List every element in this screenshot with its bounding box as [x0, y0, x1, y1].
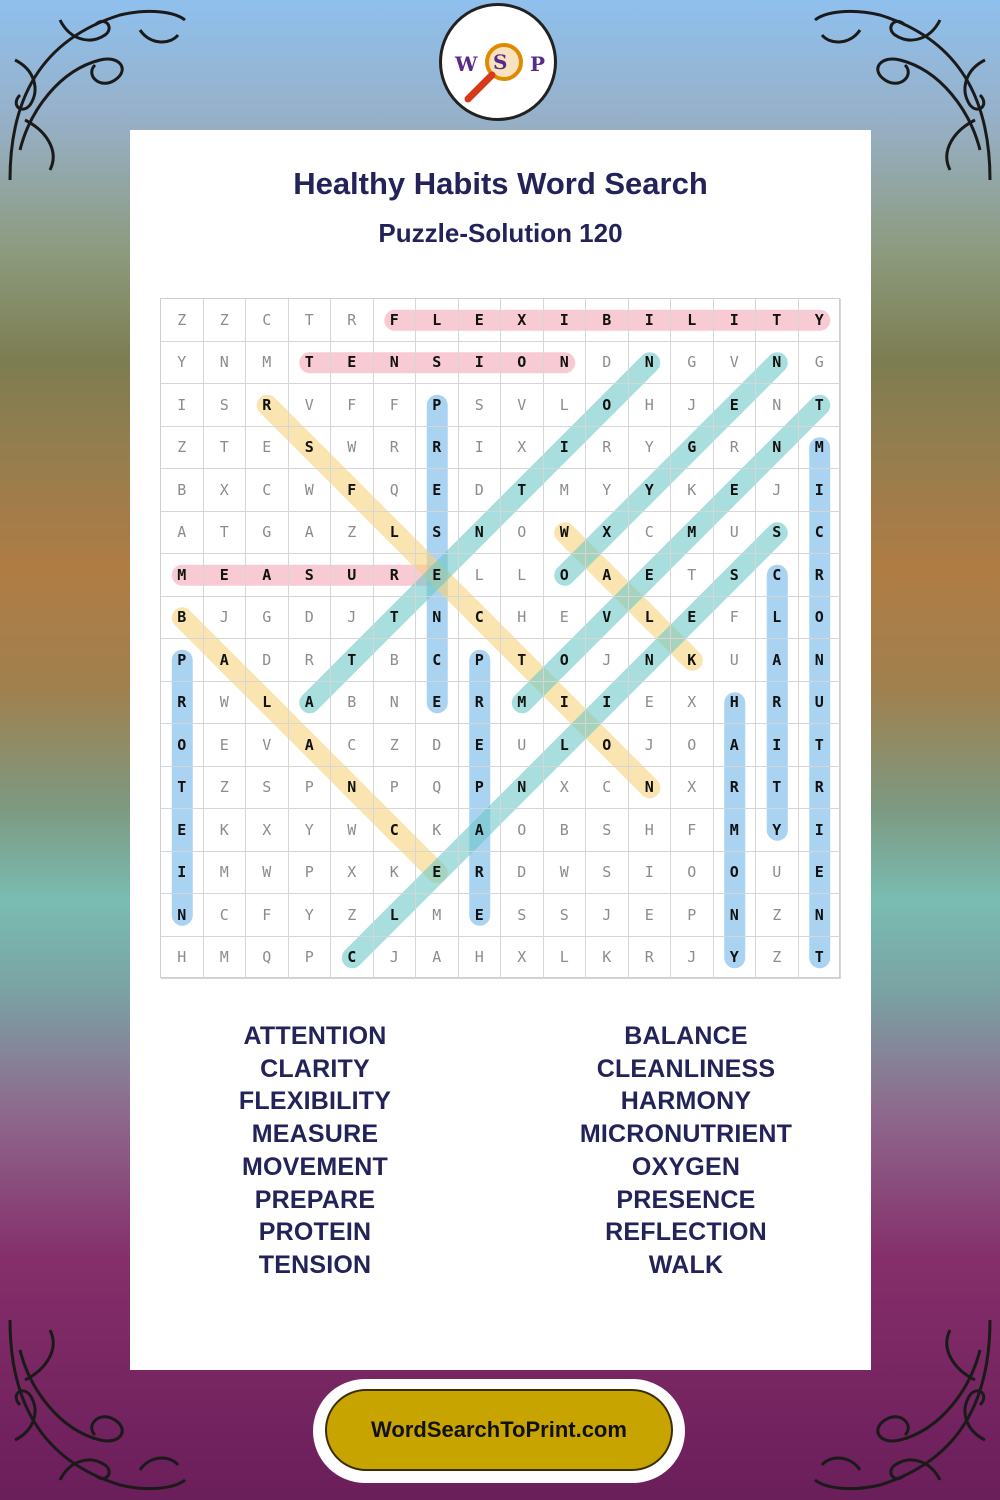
grid-cell[interactable]: C — [374, 809, 417, 852]
grid-cell[interactable]: P — [374, 767, 417, 810]
grid-cell[interactable]: L — [374, 894, 417, 937]
grid-cell[interactable]: V — [714, 342, 757, 385]
grid-cell[interactable]: O — [586, 724, 629, 767]
grid-cell[interactable]: S — [586, 809, 629, 852]
grid-cell[interactable]: N — [374, 682, 417, 725]
grid-cell[interactable]: J — [756, 469, 799, 512]
grid-cell[interactable]: E — [416, 852, 459, 895]
grid-cell[interactable]: V — [501, 384, 544, 427]
grid-cell[interactable]: G — [246, 597, 289, 640]
grid-cell[interactable]: K — [671, 469, 714, 512]
grid-cell[interactable]: A — [714, 724, 757, 767]
grid-cell[interactable]: T — [501, 639, 544, 682]
grid-cell[interactable]: K — [586, 937, 629, 980]
grid-cell[interactable]: G — [799, 342, 842, 385]
grid-cell[interactable]: Z — [374, 724, 417, 767]
grid-cell[interactable]: G — [671, 342, 714, 385]
grid-cell[interactable]: R — [374, 427, 417, 470]
grid-cell[interactable]: L — [416, 299, 459, 342]
grid-cell[interactable]: Z — [204, 767, 247, 810]
grid-cell[interactable]: B — [586, 299, 629, 342]
logo-letter-p: P — [530, 52, 546, 76]
grid-cell[interactable]: I — [161, 384, 204, 427]
grid-cell[interactable]: S — [416, 512, 459, 555]
grid-cell[interactable]: E — [671, 597, 714, 640]
grid-cell[interactable]: I — [544, 427, 587, 470]
grid-cell[interactable]: A — [289, 682, 332, 725]
grid-cell[interactable]: L — [756, 597, 799, 640]
grid-cell[interactable]: C — [331, 937, 374, 980]
grid-cell[interactable]: M — [204, 937, 247, 980]
grid-cell[interactable]: F — [246, 894, 289, 937]
grid-cell[interactable]: N — [756, 427, 799, 470]
word-list-left — [130, 1020, 500, 1282]
grid-cell[interactable]: B — [374, 639, 417, 682]
grid-cell[interactable]: N — [756, 384, 799, 427]
grid-cell[interactable]: P — [289, 767, 332, 810]
grid-cell[interactable]: I — [544, 299, 587, 342]
grid-cell[interactable]: A — [246, 554, 289, 597]
grid-cell[interactable]: A — [289, 512, 332, 555]
grid-cell[interactable]: U — [799, 682, 842, 725]
grid-cell[interactable]: X — [501, 299, 544, 342]
grid-cell[interactable]: U — [714, 639, 757, 682]
grid-cell[interactable]: S — [289, 427, 332, 470]
grid-cell[interactable]: U — [501, 724, 544, 767]
grid-cell[interactable]: X — [544, 767, 587, 810]
grid-cell[interactable]: F — [374, 299, 417, 342]
grid-cell[interactable]: I — [161, 852, 204, 895]
grid-cell[interactable]: T — [756, 299, 799, 342]
grid-cell[interactable]: S — [289, 554, 332, 597]
grid-cell[interactable]: N — [756, 342, 799, 385]
grid-cell[interactable]: B — [161, 597, 204, 640]
grid-cell[interactable]: I — [629, 852, 672, 895]
grid-cell[interactable]: Z — [204, 299, 247, 342]
grid-cell[interactable]: E — [629, 554, 672, 597]
grid-cell[interactable]: C — [246, 299, 289, 342]
word-item: PREPARE — [254, 1185, 376, 1214]
grid-cell[interactable]: I — [799, 469, 842, 512]
grid-cell[interactable]: E — [714, 469, 757, 512]
grid-cell[interactable]: I — [714, 299, 757, 342]
grid-cell[interactable]: H — [629, 809, 672, 852]
grid-cell[interactable]: D — [586, 342, 629, 385]
grid-cell[interactable]: Y — [714, 937, 757, 980]
grid-cell[interactable]: J — [629, 724, 672, 767]
word-item: PRESENCE — [616, 1185, 756, 1214]
grid-cell[interactable]: C — [459, 597, 502, 640]
grid-cell[interactable]: M — [714, 809, 757, 852]
grid-cell[interactable]: O — [671, 852, 714, 895]
grid-cell[interactable]: Y — [161, 342, 204, 385]
grid-cell[interactable]: M — [204, 852, 247, 895]
grid-cell[interactable]: Y — [289, 894, 332, 937]
grid-cell[interactable]: X — [331, 852, 374, 895]
grid-cell[interactable]: D — [501, 852, 544, 895]
grid-cell[interactable]: A — [756, 639, 799, 682]
grid-cell[interactable]: T — [799, 724, 842, 767]
grid-cell[interactable]: Z — [756, 937, 799, 980]
word-item: HARMONY — [620, 1087, 752, 1116]
grid-cell[interactable]: V — [586, 597, 629, 640]
grid-cell[interactable]: E — [629, 894, 672, 937]
grid-cell[interactable]: T — [331, 639, 374, 682]
grid-cell[interactable]: T — [204, 427, 247, 470]
grid-cell[interactable]: M — [501, 682, 544, 725]
grid-cell[interactable]: X — [671, 682, 714, 725]
grid-cell[interactable]: J — [586, 894, 629, 937]
grid-cell[interactable]: R — [799, 554, 842, 597]
grid-cell[interactable]: K — [416, 809, 459, 852]
logo-letter-s: S — [493, 50, 508, 74]
puzzle-card — [130, 130, 871, 1370]
grid-cell[interactable]: J — [671, 384, 714, 427]
grid-cell[interactable]: A — [289, 724, 332, 767]
grid-cell[interactable]: R — [374, 554, 417, 597]
grid-cell[interactable]: T — [671, 554, 714, 597]
grid-cell[interactable]: O — [501, 512, 544, 555]
grid-cell[interactable]: X — [246, 809, 289, 852]
grid-cell[interactable]: O — [161, 724, 204, 767]
grid-cell[interactable]: M — [544, 469, 587, 512]
wsp-logo[interactable] — [439, 3, 557, 121]
grid-cell[interactable]: R — [416, 427, 459, 470]
grid-cell[interactable]: W — [544, 512, 587, 555]
puzzle-subtitle: Puzzle-Solution 120 — [378, 218, 623, 248]
grid-cell[interactable]: T — [289, 342, 332, 385]
grid-cell[interactable]: W — [289, 469, 332, 512]
word-item: CLARITY — [260, 1054, 370, 1083]
grid-cell[interactable]: M — [671, 512, 714, 555]
grid-cell[interactable]: P — [671, 894, 714, 937]
site-link-button[interactable] — [313, 1379, 685, 1483]
letter-cells — [161, 299, 841, 979]
grid-cell[interactable]: Z — [161, 299, 204, 342]
page-title: Healthy Habits Word Search — [293, 166, 708, 201]
grid-cell[interactable]: N — [331, 767, 374, 810]
grid-cell[interactable]: E — [161, 809, 204, 852]
grid-cell[interactable]: D — [246, 639, 289, 682]
site-link-label[interactable]: WordSearchToPrint.com — [325, 1389, 673, 1471]
grid-cell[interactable]: N — [204, 342, 247, 385]
grid-cell[interactable]: J — [374, 937, 417, 980]
grid-cell[interactable]: O — [586, 384, 629, 427]
grid-cell[interactable]: S — [501, 894, 544, 937]
grid-cell[interactable]: D — [289, 597, 332, 640]
grid-cell[interactable]: N — [544, 342, 587, 385]
grid-cell[interactable]: Y — [586, 469, 629, 512]
grid-cell[interactable]: C — [586, 767, 629, 810]
word-item: OXYGEN — [631, 1152, 741, 1181]
grid-cell[interactable]: R — [161, 682, 204, 725]
grid-cell[interactable]: K — [204, 809, 247, 852]
grid-cell[interactable]: E — [799, 852, 842, 895]
grid-cell[interactable]: E — [416, 554, 459, 597]
grid-cell[interactable]: I — [544, 682, 587, 725]
grid-cell[interactable]: E — [331, 342, 374, 385]
grid-cell[interactable]: N — [714, 894, 757, 937]
grid-cell[interactable]: E — [459, 894, 502, 937]
grid-cell[interactable]: O — [714, 852, 757, 895]
grid-cell[interactable]: G — [671, 427, 714, 470]
grid-cell[interactable]: O — [501, 809, 544, 852]
grid-cell[interactable]: L — [501, 554, 544, 597]
grid-cell[interactable]: O — [501, 342, 544, 385]
grid-cell[interactable]: Z — [756, 894, 799, 937]
grid-cell[interactable]: N — [629, 639, 672, 682]
grid-cell[interactable]: A — [204, 639, 247, 682]
grid-cell[interactable]: P — [459, 639, 502, 682]
grid-cell[interactable]: T — [204, 512, 247, 555]
grid-cell[interactable]: W — [331, 809, 374, 852]
grid-cell[interactable]: O — [544, 639, 587, 682]
grid-cell[interactable]: N — [629, 767, 672, 810]
grid-cell[interactable]: E — [544, 597, 587, 640]
grid-cell[interactable]: G — [246, 512, 289, 555]
grid-cell[interactable]: W — [204, 682, 247, 725]
grid-cell[interactable]: R — [459, 682, 502, 725]
grid-cell[interactable]: X — [586, 512, 629, 555]
grid-cell[interactable]: D — [416, 724, 459, 767]
grid-cell[interactable]: D — [459, 469, 502, 512]
grid-cell[interactable]: K — [374, 852, 417, 895]
grid-cell[interactable]: P — [161, 639, 204, 682]
grid-cell[interactable]: F — [331, 469, 374, 512]
grid-cell[interactable]: E — [246, 427, 289, 470]
grid-cell[interactable]: S — [544, 894, 587, 937]
grid-cell[interactable]: T — [161, 767, 204, 810]
grid-cell[interactable]: O — [799, 597, 842, 640]
grid-cell[interactable]: L — [544, 724, 587, 767]
grid-cell[interactable]: Z — [331, 894, 374, 937]
grid-cell[interactable]: Y — [629, 427, 672, 470]
grid-cell[interactable]: H — [459, 937, 502, 980]
logo-letter-w: W — [455, 52, 478, 76]
grid-cell[interactable]: T — [799, 384, 842, 427]
grid-cell[interactable]: K — [671, 639, 714, 682]
grid-cell[interactable]: L — [246, 682, 289, 725]
grid-cell[interactable]: X — [501, 937, 544, 980]
grid-cell[interactable]: S — [714, 554, 757, 597]
grid-cell[interactable]: S — [586, 852, 629, 895]
grid-cell[interactable]: S — [756, 512, 799, 555]
grid-cell[interactable]: R — [459, 852, 502, 895]
grid-cell[interactable]: J — [204, 597, 247, 640]
word-item: CLEANLINESS — [596, 1054, 776, 1083]
grid-cell[interactable]: W — [246, 852, 289, 895]
word-list-right — [501, 1020, 871, 1282]
grid-cell[interactable]: C — [204, 894, 247, 937]
grid-cell[interactable]: L — [459, 554, 502, 597]
grid-cell[interactable]: M — [246, 342, 289, 385]
grid-cell[interactable]: R — [756, 682, 799, 725]
grid-cell[interactable]: S — [459, 384, 502, 427]
grid-cell[interactable]: Y — [756, 809, 799, 852]
grid-cell[interactable]: T — [799, 937, 842, 980]
grid-cell[interactable]: I — [459, 342, 502, 385]
word-search-grid — [160, 298, 840, 978]
word-item: MOVEMENT — [241, 1152, 389, 1181]
grid-cell[interactable]: Z — [331, 512, 374, 555]
grid-cell[interactable]: N — [374, 342, 417, 385]
grid-cell[interactable]: E — [629, 682, 672, 725]
grid-cell[interactable]: B — [161, 469, 204, 512]
grid-cell[interactable]: J — [671, 937, 714, 980]
grid-cell[interactable]: C — [331, 724, 374, 767]
grid-cell[interactable]: A — [459, 809, 502, 852]
grid-cell[interactable]: N — [161, 894, 204, 937]
grid-cell[interactable]: C — [416, 639, 459, 682]
grid-cell[interactable]: Z — [161, 427, 204, 470]
grid-cell[interactable]: Y — [799, 299, 842, 342]
grid-cell[interactable]: E — [459, 724, 502, 767]
grid-cell[interactable]: R — [714, 427, 757, 470]
grid-cell[interactable]: R — [331, 299, 374, 342]
word-item: WALK — [648, 1250, 724, 1279]
grid-cell[interactable]: R — [586, 427, 629, 470]
grid-cell[interactable]: X — [204, 469, 247, 512]
grid-cell[interactable]: C — [799, 512, 842, 555]
grid-cell[interactable]: M — [799, 427, 842, 470]
grid-cell[interactable]: W — [544, 852, 587, 895]
grid-cell[interactable]: E — [416, 469, 459, 512]
grid-cell[interactable]: B — [544, 809, 587, 852]
word-item: REFLECTION — [605, 1218, 767, 1247]
grid-cell[interactable]: I — [459, 427, 502, 470]
grid-cell[interactable]: C — [246, 469, 289, 512]
grid-cell[interactable]: M — [416, 894, 459, 937]
grid-cell[interactable]: I — [799, 809, 842, 852]
grid-cell[interactable]: F — [331, 384, 374, 427]
grid-cell[interactable]: A — [416, 937, 459, 980]
grid-cell[interactable]: N — [459, 512, 502, 555]
grid-cell[interactable]: E — [459, 299, 502, 342]
word-item: PROTEIN — [258, 1218, 372, 1247]
word-item: BALANCE — [624, 1022, 748, 1050]
grid-cell[interactable]: E — [204, 724, 247, 767]
grid-cell[interactable]: P — [289, 937, 332, 980]
grid-cell[interactable]: R — [714, 767, 757, 810]
grid-cell[interactable]: X — [501, 427, 544, 470]
grid-cell[interactable]: P — [459, 767, 502, 810]
grid-cell[interactable]: J — [586, 639, 629, 682]
grid-cell[interactable]: H — [501, 597, 544, 640]
grid-cell[interactable]: X — [671, 767, 714, 810]
grid-cell[interactable]: R — [799, 767, 842, 810]
grid-cell[interactable]: B — [331, 682, 374, 725]
grid-cell[interactable]: H — [161, 937, 204, 980]
grid-cell[interactable]: P — [416, 384, 459, 427]
grid-cell[interactable]: T — [501, 469, 544, 512]
grid-cell[interactable]: V — [289, 384, 332, 427]
grid-cell[interactable]: T — [756, 767, 799, 810]
grid-cell[interactable]: O — [671, 724, 714, 767]
grid-cell[interactable]: P — [289, 852, 332, 895]
grid-cell[interactable]: N — [501, 767, 544, 810]
grid-cell[interactable]: U — [714, 512, 757, 555]
grid-cell[interactable]: H — [714, 682, 757, 725]
grid-cell[interactable]: E — [204, 554, 247, 597]
grid-cell[interactable]: Y — [629, 469, 672, 512]
grid-cell[interactable]: U — [331, 554, 374, 597]
grid-cell[interactable]: Y — [289, 809, 332, 852]
grid-cell[interactable]: A — [586, 554, 629, 597]
grid-cell[interactable]: N — [799, 639, 842, 682]
word-item: ATTENTION — [243, 1022, 387, 1050]
grid-cell[interactable]: Q — [246, 937, 289, 980]
grid-cell[interactable]: Q — [374, 469, 417, 512]
grid-cell[interactable]: C — [629, 512, 672, 555]
grid-cell[interactable]: L — [374, 512, 417, 555]
word-item: FLEXIBILITY — [238, 1087, 392, 1116]
grid-cell[interactable]: S — [204, 384, 247, 427]
grid-cell[interactable]: H — [629, 384, 672, 427]
grid-cell[interactable]: O — [544, 554, 587, 597]
grid-cell[interactable]: R — [246, 384, 289, 427]
grid-cell[interactable]: J — [331, 597, 374, 640]
grid-cell[interactable]: N — [799, 894, 842, 937]
grid-cell[interactable]: I — [629, 299, 672, 342]
grid-cell[interactable]: E — [714, 384, 757, 427]
grid-cell[interactable]: A — [161, 512, 204, 555]
grid-cell[interactable]: L — [544, 384, 587, 427]
grid-cell[interactable]: I — [756, 724, 799, 767]
grid-cell[interactable]: T — [289, 299, 332, 342]
grid-cell[interactable]: L — [629, 597, 672, 640]
grid-cell[interactable]: F — [714, 597, 757, 640]
grid-cell[interactable]: W — [331, 427, 374, 470]
grid-cell[interactable]: N — [629, 342, 672, 385]
word-item: TENSION — [258, 1250, 372, 1279]
word-item: MEASURE — [251, 1120, 379, 1149]
grid-cell[interactable]: Q — [416, 767, 459, 810]
grid-cell[interactable]: U — [756, 852, 799, 895]
grid-cell[interactable]: T — [374, 597, 417, 640]
grid-cell[interactable]: F — [374, 384, 417, 427]
grid-cell[interactable]: I — [586, 682, 629, 725]
grid-cell[interactable]: R — [629, 937, 672, 980]
grid-cell[interactable]: M — [161, 554, 204, 597]
grid-cell[interactable]: V — [246, 724, 289, 767]
grid-cell[interactable]: L — [544, 937, 587, 980]
grid-cell[interactable]: E — [416, 682, 459, 725]
grid-cell[interactable]: S — [416, 342, 459, 385]
grid-cell[interactable]: N — [416, 597, 459, 640]
grid-cell[interactable]: C — [756, 554, 799, 597]
grid-cell[interactable]: S — [246, 767, 289, 810]
grid-cell[interactable]: R — [289, 639, 332, 682]
word-item: MICRONUTRIENT — [579, 1120, 793, 1149]
grid-cell[interactable]: L — [671, 299, 714, 342]
grid-cell[interactable]: F — [671, 809, 714, 852]
